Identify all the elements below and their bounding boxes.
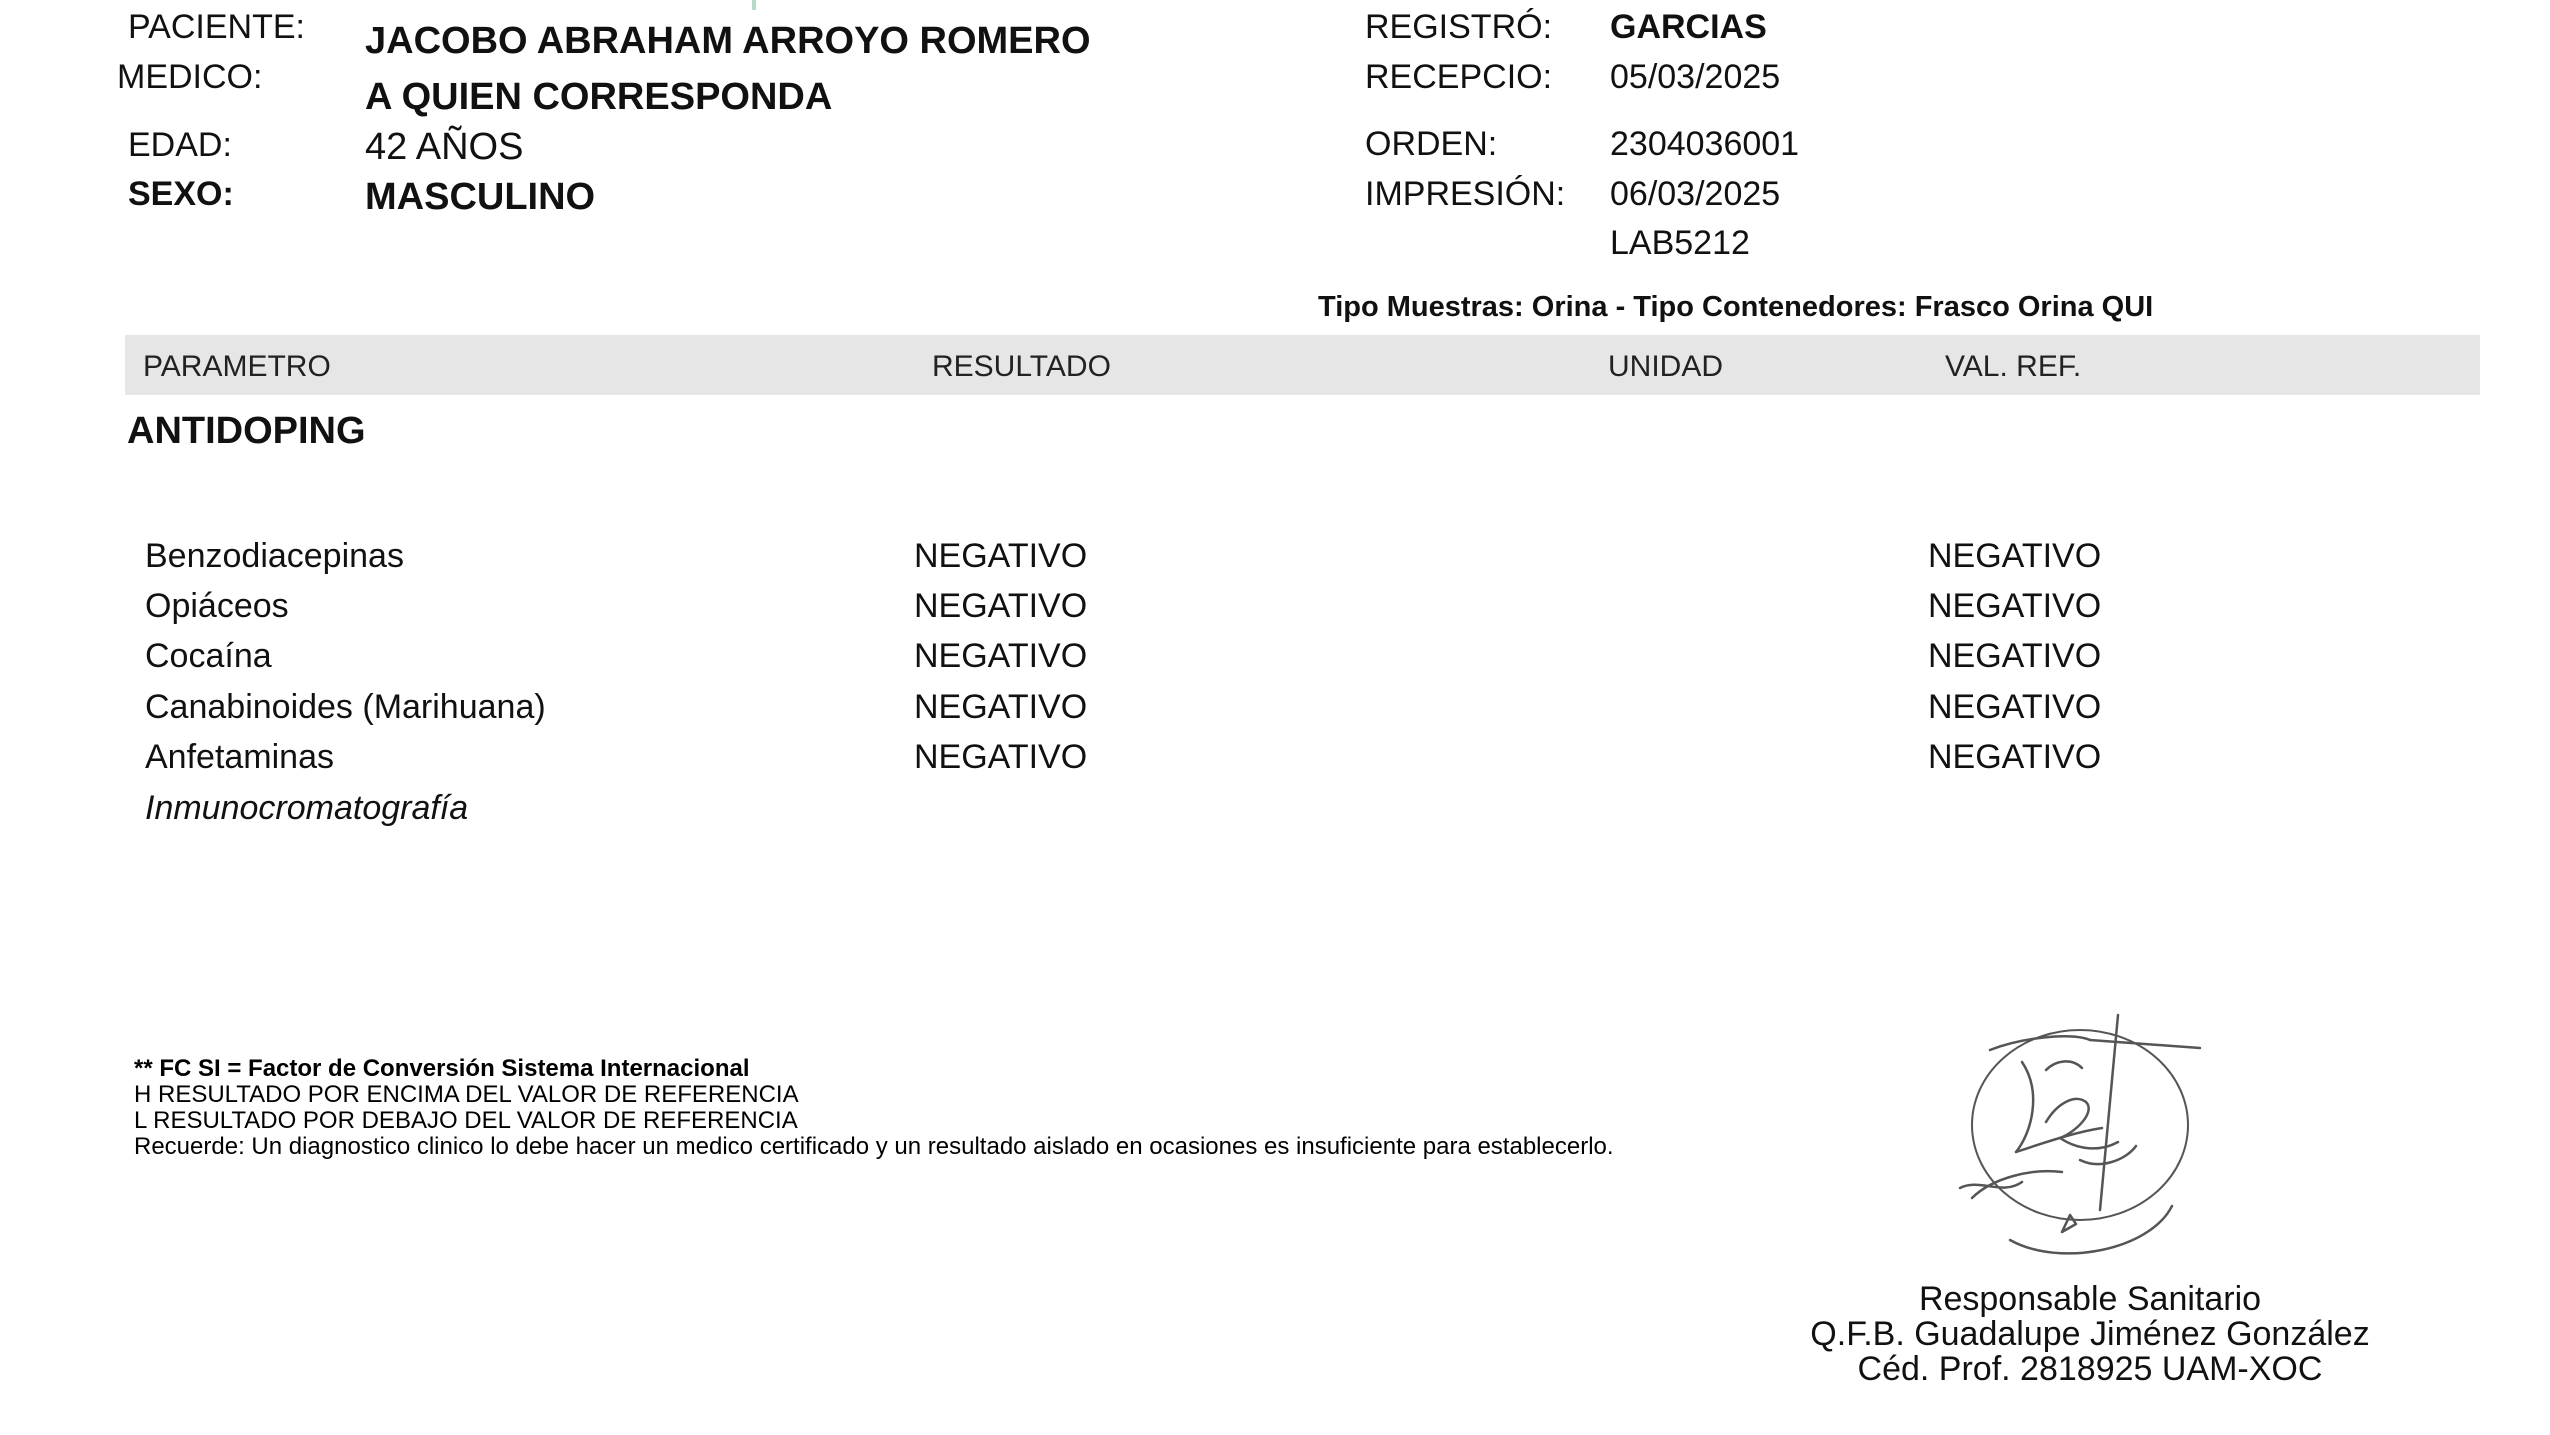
l-note: L RESULTADO POR DEBAJO DEL VALOR DE REFERENCIA — [134, 1107, 798, 1134]
registro-label: REGISTRÓ: — [1365, 8, 1553, 46]
orden-label: ORDEN: — [1365, 125, 1498, 163]
table-row-resultado: NEGATIVO — [914, 738, 1088, 776]
table-row-resultado: NEGATIVO — [914, 637, 1088, 675]
table-header — [125, 335, 2480, 395]
table-row-val-ref: NEGATIVO — [1928, 637, 2102, 675]
impresion-value: 06/03/2025 — [1610, 175, 1781, 213]
signature-name: Q.F.B. Guadalupe Jiménez González — [1810, 1315, 2370, 1353]
lab-code: LAB5212 — [1610, 224, 1750, 262]
table-row-resultado: NEGATIVO — [914, 587, 1088, 625]
col-header-resultado: RESULTADO — [932, 350, 1111, 383]
table-row-parametro: Canabinoides (Marihuana) — [145, 688, 546, 726]
fc-si-note: ** FC SI = Factor de Conversión Sistema Internacional — [134, 1055, 750, 1082]
signature-license: Céd. Prof. 2818925 UAM-XOC — [1857, 1350, 2323, 1388]
table-row-parametro: Anfetaminas — [145, 738, 334, 776]
edad-value: 42 AÑOS — [365, 126, 524, 168]
signature-image — [1950, 1010, 2250, 1260]
table-row-val-ref: NEGATIVO — [1928, 688, 2102, 726]
registro-value: GARCIAS — [1610, 8, 1767, 46]
impresion-label: IMPRESIÓN: — [1365, 175, 1566, 213]
sexo-value: MASCULINO — [365, 176, 596, 218]
table-row-parametro: Opiáceos — [145, 587, 289, 625]
table-row-parametro: Benzodiacepinas — [145, 537, 404, 575]
section-title: ANTIDOPING — [127, 410, 366, 452]
medico-label: MEDICO: — [117, 58, 263, 96]
recepcio-value: 05/03/2025 — [1610, 58, 1781, 96]
sample-info: Tipo Muestras: Orina - Tipo Contenedores: Frasco Orina QUI — [1318, 291, 2154, 323]
edad-label: EDAD: — [128, 126, 232, 164]
col-header-val-ref: VAL. REF. — [1945, 350, 2082, 383]
h-note: H RESULTADO POR ENCIMA DEL VALOR DE REFERENCIA — [134, 1081, 799, 1108]
table-row-val-ref: NEGATIVO — [1928, 537, 2102, 575]
table-row-resultado: NEGATIVO — [914, 537, 1088, 575]
table-row-parametro: Cocaína — [145, 637, 272, 675]
recepcio-label: RECEPCIO: — [1365, 58, 1553, 96]
table-row-val-ref: NEGATIVO — [1928, 738, 2102, 776]
medico-value: A QUIEN CORRESPONDA — [365, 76, 833, 118]
table-row-val-ref: NEGATIVO — [1928, 587, 2102, 625]
signature-role: Responsable Sanitario — [1918, 1280, 2262, 1318]
col-header-parametro: PARAMETRO — [143, 350, 331, 383]
disclaimer: Recuerde: Un diagnostico clinico lo debe hacer un medico certificado y un resultado aislado en ocasiones es insuficiente para establecerlo. — [134, 1133, 1614, 1160]
method-note: Inmunocromatografía — [145, 789, 469, 827]
logo-fragment — [752, 0, 756, 10]
orden-value: 2304036001 — [1610, 125, 1800, 163]
sexo-label: SEXO: — [128, 175, 234, 213]
paciente-value: JACOBO ABRAHAM ARROYO ROMERO — [365, 20, 1091, 62]
paciente-label: PACIENTE: — [128, 8, 305, 46]
table-row-resultado: NEGATIVO — [914, 688, 1088, 726]
col-header-unidad: UNIDAD — [1608, 350, 1724, 383]
